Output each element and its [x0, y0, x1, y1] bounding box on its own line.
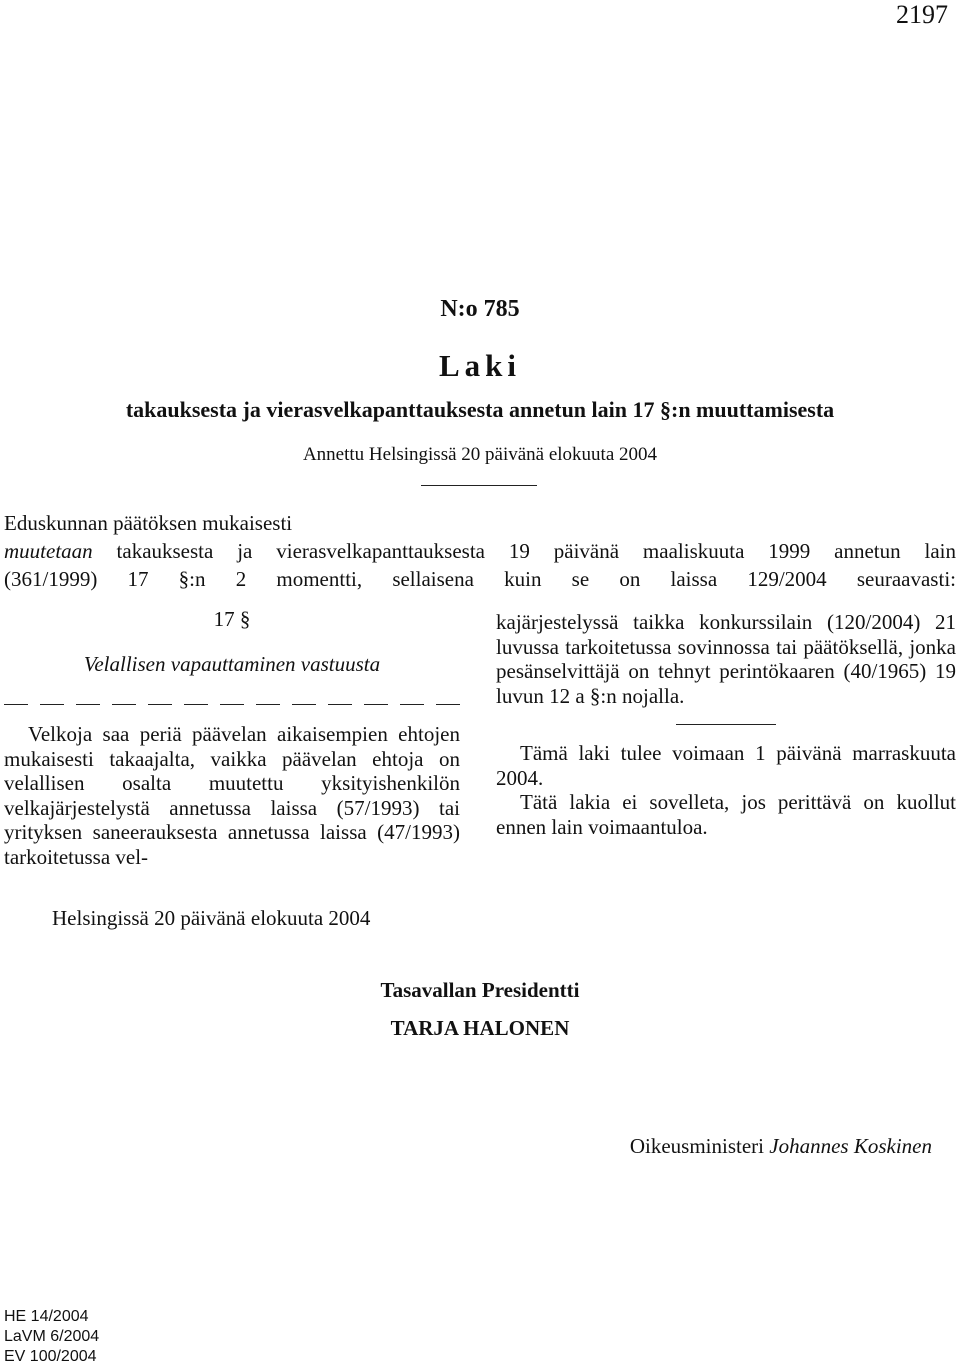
omission-dash: [364, 704, 388, 705]
omission-dashes: [4, 692, 460, 712]
omission-dash: [184, 704, 208, 705]
section-body-right: kajärjestelyssä taikka konkurssilain (120/2004) 21 luvussa tarkoitetussa sovinnossa tai päätöksellä, jonka pesänselvittäjä on tehnyt perintökaaren (40/1965) 19 luvun 12 a §:n nojalla.: [496, 610, 956, 708]
section-title: Velallisen vapauttaminen vastuusta: [83, 651, 381, 676]
omission-dash: [40, 704, 64, 705]
omission-dash: [148, 704, 172, 705]
minister-title: Oikeusministeri: [629, 1134, 765, 1158]
intro-action-word: muutetaan: [4, 539, 93, 563]
non-application: Tätä lakia ei sovelleta, jos perittävä on kuollut ennen lain voimaantuloa.: [496, 790, 956, 839]
minister-name: Johannes Koskinen: [769, 1134, 932, 1158]
intro-line-1: Eduskunnan päätöksen mukaisesti: [4, 511, 293, 535]
right-column: [496, 610, 956, 839]
entry-into-force: Tämä laki tulee voimaan 1 päivänä marraskuuta 2004.: [496, 741, 956, 790]
section-body-left: Velkoja saa periä päävelan aikaisempien ehtojen mukaisesti takaajalta, vaikka päävelan ehtoja on velallisen osalta muutettu yksityishenkilön velkajärjestelystä annetussa laissa (57/1993) tai yrityksen saneerauksesta annetussa laissa (47/1993) tarkoitetussa vel-: [4, 722, 460, 869]
title-divider: [421, 485, 537, 486]
intro-line-2-rest: takauksesta ja vierasvelkapanttauksesta 19 päivänä maaliskuuta 1999 annetun lain: [92, 539, 956, 563]
section-number: 17 §: [213, 607, 251, 631]
law-title: Laki: [438, 348, 522, 383]
section-divider: [676, 724, 776, 725]
references: [4, 1307, 99, 1367]
president-name: TARJA HALONEN: [390, 1016, 570, 1040]
omission-dash: [292, 704, 316, 705]
place-date: Helsingissä 20 päivänä elokuuta 2004: [52, 906, 371, 930]
omission-dash: [112, 704, 136, 705]
omission-dash: [76, 704, 100, 705]
intro-line-3: (361/1999) 17 §:n 2 momentti, sellaisena kuin se on laissa 129/2004 seuraavasti:: [4, 567, 956, 591]
omission-dash: [328, 704, 352, 705]
omission-dash: [256, 704, 280, 705]
omission-dash: [436, 704, 460, 705]
reference-item: HE 14/2004: [4, 1308, 89, 1325]
minister-signature: [630, 1134, 932, 1159]
president-title: Tasavallan Presidentti: [380, 978, 580, 1002]
issued-line: Annettu Helsingissä 20 päivänä elokuuta 2004: [302, 444, 658, 465]
reference-item: EV 100/2004: [4, 1348, 97, 1365]
left-column: [4, 607, 460, 869]
page-number: 2197: [896, 0, 948, 29]
intro-paragraph: [4, 509, 956, 593]
reference-item: LaVM 6/2004: [4, 1328, 100, 1345]
omission-dash: [220, 704, 244, 705]
omission-dash: [400, 704, 424, 705]
intro-line-2: [4, 537, 956, 565]
omission-dash: [4, 704, 28, 705]
statute-number: N:o 785: [440, 296, 520, 322]
law-subtitle: takauksesta ja vierasvelkapanttauksesta annetun lain 17 §:n muuttamisesta: [125, 397, 835, 422]
